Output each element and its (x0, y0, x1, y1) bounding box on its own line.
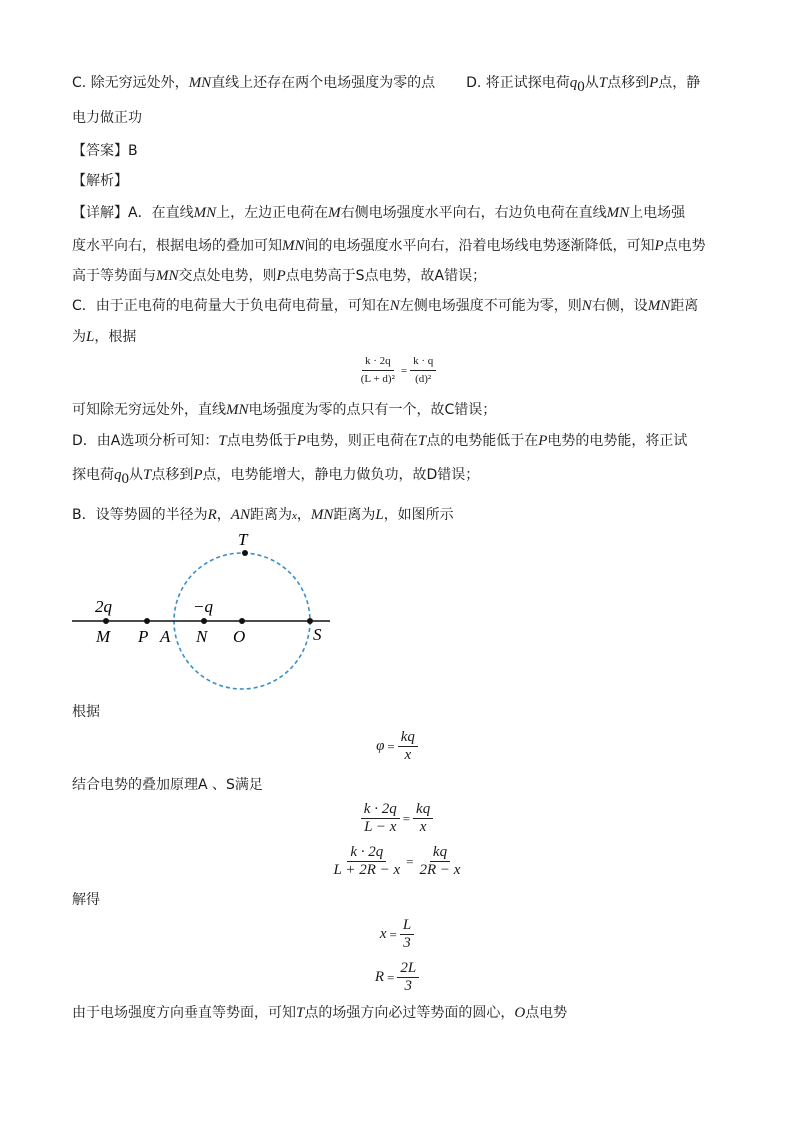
label-negq: −q (193, 597, 213, 616)
label-t: T (238, 530, 248, 549)
label-p: P (138, 627, 149, 646)
b-line-1: B．设等势圆的半径为R，AN距离为x，MN距离为L，如图所示 (72, 507, 454, 523)
point-t (242, 550, 248, 556)
point-s (307, 618, 313, 624)
label-a: A (160, 627, 171, 646)
label-m: M (96, 627, 111, 646)
d-line-1: D．由A选项分析可知：T点电势低于P电势，则正电荷在T点的电势能低于在P电势的电势能，将正试 (72, 433, 688, 449)
point-m (103, 618, 109, 624)
detail-line-1: 【详解】A．在直线MN上，左边正电荷在M右侧电场强度水平向右，右边负电荷在直线MN上电场强 (72, 205, 686, 221)
detail-line-2: 度水平向右，根据电场的叠加可知MN间的电场强度水平向右，沿着电场线电势逐渐降低，可知P点电势 (72, 238, 706, 254)
analysis-label: 【解析】 (72, 173, 128, 189)
equation-phi: φ = $\frac{kq}{x}$ (0, 730, 794, 763)
detail-line-3: 高于等势面与MN交点处电势，则P点电势高于S点电势，故A错误； (72, 268, 487, 284)
combine-line: 结合电势的叠加原理A 、S满足 (72, 777, 263, 793)
option-d-letter: D. (466, 75, 486, 91)
equation-x: x = $\frac{L}{3}$ (0, 918, 794, 951)
option-c-d-line: C. 除无穷远处外，MN直线上还存在两个电场强度为零的点 D. 将正试探电荷$q_0$从T点移到P点，静 (72, 75, 701, 95)
point-o (239, 618, 245, 624)
c-line-3: 可知除无穷远处外，直线MN电场强度为零的点只有一个，故C错误； (72, 402, 497, 418)
label-o: O (233, 627, 246, 646)
equation-2: $\frac{k \cdot 2q}{L + 2R - x}$ = $\frac{kq}{2R - x}$ (333, 844, 461, 878)
equation-r: R = $\frac{2L}{3}$ (0, 961, 794, 994)
answer-label: 【答案】 (72, 143, 128, 159)
point-p (144, 618, 150, 624)
equation-c: $\frac{k \cdot 2q}{\text{(L + d)²}}$ = $\frac{k \cdot q}{\text{(d)²}}$ (0, 354, 794, 387)
c-line-2: 为L，根据 (72, 329, 137, 345)
option-c-letter: C. (72, 75, 91, 91)
gen-ju-line: 根据 (72, 704, 100, 720)
label-s: S (313, 625, 322, 644)
d-line-2: 探电荷$q_0$从T点移到P点，电势能增大，静电力做负功，故D错误； (72, 467, 480, 487)
option-d-continuation: 电力做正功 (72, 110, 142, 126)
label-n: N (196, 627, 208, 646)
answer-value: B (128, 143, 138, 159)
equation-1: $\frac{k \cdot 2q}{L - x}$ = $\frac{kq}{x}$ (0, 802, 794, 835)
point-n (201, 618, 207, 624)
last-line: 由于电场强度方向垂直等势面，可知T点的场强方向必过等势面的圆心，O点电势 (72, 1005, 568, 1021)
solve-line: 解得 (72, 892, 100, 908)
c-line-1: C．由于正电荷的电荷量大于负电荷电荷量，可知在N左侧电场强度不可能为零，则N右侧，设MN距离 (72, 298, 699, 314)
label-2q: 2q (95, 597, 112, 616)
